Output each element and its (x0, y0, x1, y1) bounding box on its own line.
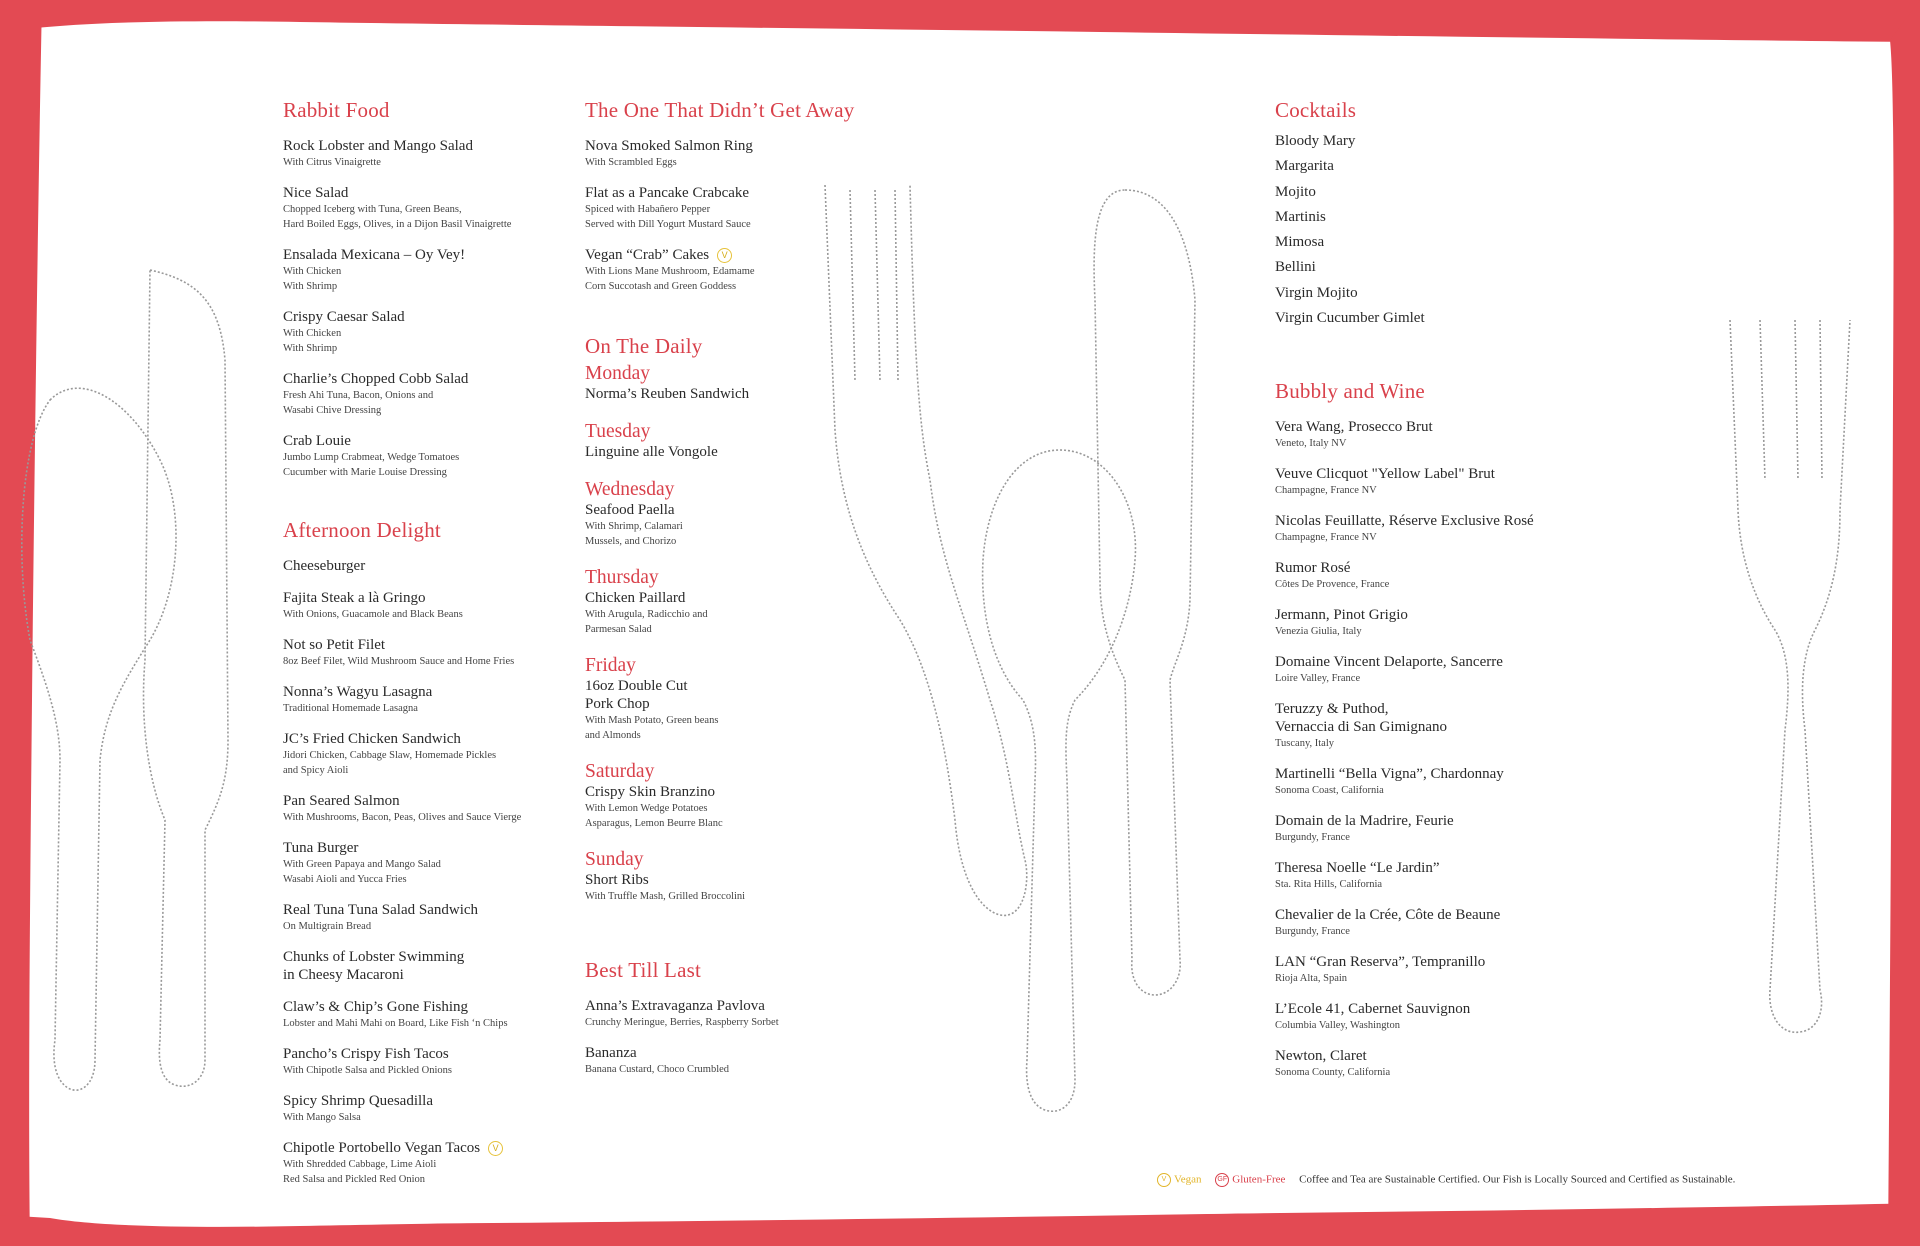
section-title: Best Till Last (585, 958, 702, 982)
section-title: Bubbly and Wine (1275, 379, 1425, 404)
item-name-line2: in Cheesy Macaroni (283, 967, 404, 983)
item-description: Jumbo Lump Crabmeat, Wedge Tomatoes (283, 452, 460, 463)
menu-item (283, 998, 583, 1031)
item-name: Flat as a Pancake Crabcake (585, 185, 750, 201)
menu-item (1275, 859, 1635, 892)
item-description: With Mash Potato, Green beans (585, 715, 719, 726)
cocktail-item: Mojito (1275, 183, 1316, 200)
menu-item (283, 246, 583, 294)
item-description: With Shrimp (283, 343, 338, 354)
section-afternoon-delight (283, 518, 583, 1187)
item-name: JC’s Fried Chicken Sandwich (283, 731, 461, 747)
item-description: With Scrambled Eggs (585, 157, 677, 168)
item-description: Red Salsa and Pickled Red Onion (283, 1174, 426, 1185)
item-description: Columbia Valley, Washington (1275, 1020, 1400, 1032)
day-name: Saturday (585, 761, 655, 782)
menu-item (283, 137, 583, 170)
menu-item (585, 184, 885, 232)
item-name: Nonna’s Wagyu Lasagna (283, 684, 433, 700)
item-name: Pancho’s Crispy Fish Tacos (283, 1046, 449, 1062)
cocktail-item: Mimosa (1275, 234, 1325, 251)
item-name: Seafood Paella (585, 502, 675, 518)
menu-item (283, 1139, 583, 1187)
knife-left-icon (20, 260, 240, 1100)
menu-item (1275, 653, 1635, 686)
item-name: Nova Smoked Salmon Ring (585, 138, 753, 154)
column-middle (585, 98, 885, 1091)
menu-item (283, 557, 583, 575)
item-name: Bananza (585, 1045, 637, 1061)
item-name-row (283, 1139, 583, 1157)
item-description: Veneto, Italy NV (1275, 438, 1347, 450)
item-name: Vera Wang, Prosecco Brut (1275, 419, 1433, 436)
day-name: Friday (585, 655, 636, 676)
section-title: Afternoon Delight (283, 518, 441, 542)
menu-item (283, 1045, 583, 1078)
menu-item (1275, 906, 1635, 939)
item-name: Newton, Claret (1275, 1048, 1367, 1065)
item-name: Chicken Paillard (585, 590, 686, 606)
item-name: Domain de la Madrire, Feurie (1275, 813, 1454, 830)
item-description: With Citrus Vinaigrette (283, 157, 381, 168)
cocktail-item: Virgin Mojito (1275, 284, 1358, 301)
item-description: Mussels, and Chorizo (585, 536, 677, 547)
item-name: Nice Salad (283, 185, 349, 201)
item-description: Loire Valley, France (1275, 673, 1361, 685)
knife-center-icon (1070, 180, 1210, 1000)
item-description: Hard Boiled Eggs, Olives, in a Dijon Basil Vinaigrette (283, 219, 512, 230)
menu-item (283, 948, 583, 984)
item-description: Corn Succotash and Green Goddess (585, 281, 737, 292)
item-description: With Mango Salsa (283, 1112, 361, 1123)
item-name: Veuve Clicquot "Yellow Label" Brut (1275, 466, 1495, 483)
vegan-icon: V (717, 248, 732, 263)
item-description: Burgundy, France (1275, 926, 1350, 938)
section-title: Rabbit Food (283, 98, 390, 122)
item-description: Champagne, France NV (1275, 485, 1377, 497)
item-name: Crab Louie (283, 433, 351, 449)
item-description: 8oz Beef Filet, Wild Mushroom Sauce and Home Fries (283, 656, 515, 667)
item-description: Sta. Rita Hills, California (1275, 879, 1383, 891)
cocktail-item: Margarita (1275, 158, 1334, 175)
item-description: With Green Papaya and Mango Salad (283, 859, 441, 870)
menu-item (283, 839, 583, 887)
menu-item (585, 1044, 885, 1077)
menu-item (283, 308, 583, 356)
section-cocktails (1275, 98, 1635, 331)
menu-item (1275, 606, 1635, 639)
day-name: Tuesday (585, 421, 651, 442)
menu-item (283, 432, 583, 480)
section-title: On The Daily (585, 334, 703, 358)
menu-item (1275, 1000, 1635, 1033)
item-description: With Chipotle Salsa and Pickled Onions (283, 1065, 453, 1076)
item-description: With Shrimp, Calamari (585, 521, 683, 532)
item-description: Asparagus, Lemon Beurre Blanc (585, 818, 723, 829)
section-bubbly (1275, 379, 1635, 1080)
menu-item (585, 137, 885, 170)
item-description: Fresh Ahi Tuna, Bacon, Onions and (283, 390, 434, 401)
item-name: Vegan “Crab” Cakes (585, 247, 710, 263)
item-name: Chevalier de la Crée, Côte de Beaune (1275, 907, 1501, 924)
item-description: Sonoma Coast, California (1275, 785, 1384, 797)
item-name: Spicy Shrimp Quesadilla (283, 1093, 433, 1109)
item-name: Chunks of Lobster Swimming (283, 949, 465, 965)
cocktail-item: Bloody Mary (1275, 133, 1356, 149)
item-description: Chopped Iceberg with Tuna, Green Beans, (283, 204, 462, 215)
day-name: Monday (585, 363, 650, 384)
menu-item (283, 184, 583, 232)
column-left (283, 98, 583, 1201)
legend-footer (1157, 1173, 1735, 1187)
item-description: Crunchy Meringue, Berries, Raspberry Sorbet (585, 1017, 779, 1028)
legend-gf-label: Gluten-Free (1232, 1173, 1286, 1186)
item-name: Pan Seared Salmon (283, 793, 400, 809)
legend-note: Coffee and Tea are Sustainable Certified. Our Fish is Locally Sourced and Certified as Sustainable. (1299, 1173, 1736, 1186)
item-description: Parmesan Salad (585, 624, 652, 635)
menu-item (1275, 812, 1635, 845)
item-name: Tuna Burger (283, 840, 359, 856)
menu-item (1275, 465, 1635, 498)
menu-item (1275, 953, 1635, 986)
item-description: Champagne, France NV (1275, 532, 1377, 544)
menu-item (283, 730, 583, 778)
item-name: Domaine Vincent Delaporte, Sancerre (1275, 654, 1503, 671)
item-name: Ensalada Mexicana – Oy Vey! (283, 247, 466, 263)
item-description: Traditional Homemade Lasagna (283, 703, 418, 714)
item-name: Crispy Caesar Salad (283, 309, 405, 325)
item-name: Teruzzy & Puthod, (1275, 701, 1389, 718)
daily-special (585, 363, 885, 403)
menu-item (283, 792, 583, 825)
menu-item (585, 997, 885, 1030)
item-name: Pork Chop (585, 696, 650, 712)
item-name: Anna’s Extravaganza Pavlova (585, 998, 765, 1014)
section-rabbit-food (283, 98, 583, 480)
item-description: Spiced with Habañero Pepper (585, 204, 711, 215)
legend-vegan-label: Vegan (1174, 1173, 1202, 1186)
column-right (1275, 98, 1635, 1094)
item-description: With Lemon Wedge Potatoes (585, 803, 708, 814)
item-description: On Multigrain Bread (283, 921, 372, 932)
gluten-free-icon: GF (1215, 1173, 1229, 1187)
menu-item (283, 636, 583, 669)
item-name: Rock Lobster and Mango Salad (283, 138, 473, 154)
item-description: Banana Custard, Choco Crumbled (585, 1064, 730, 1075)
item-name: Not so Petit Filet (283, 637, 386, 653)
item-description: Burgundy, France (1275, 832, 1350, 844)
item-description: Venezia Giulia, Italy (1275, 626, 1362, 638)
item-name: Short Ribs (585, 872, 649, 888)
item-name: Fajita Steak a là Gringo (283, 590, 426, 606)
menu-item (1275, 765, 1635, 798)
item-description: Wasabi Chive Dressing (283, 405, 382, 416)
item-description: Jidori Chicken, Cabbage Slaw, Homemade Pickles (283, 750, 497, 761)
item-name: Real Tuna Tuna Salad Sandwich (283, 902, 479, 918)
item-name-row (585, 246, 885, 264)
daily-special (585, 479, 885, 549)
item-name: Nicolas Feuillatte, Réserve Exclusive Rosé (1275, 513, 1534, 530)
daily-special (585, 849, 885, 904)
item-name-line2: Vernaccia di San Gimignano (1275, 719, 1448, 736)
fork-right-icon (1700, 310, 1860, 1050)
cocktail-item: Bellini (1275, 259, 1316, 276)
item-name: Norma’s Reuben Sandwich (585, 386, 750, 402)
item-name: Cheeseburger (283, 558, 366, 574)
day-name: Sunday (585, 849, 644, 870)
daily-special (585, 761, 885, 831)
item-description: Cucumber with Marie Louise Dressing (283, 467, 447, 478)
item-name: Linguine alle Vongole (585, 444, 718, 460)
item-description: Wasabi Aioli and Yucca Fries (283, 874, 407, 885)
section-title: The One That Didn’t Get Away (585, 98, 855, 122)
item-description: Tuscany, Italy (1275, 738, 1335, 750)
section-best-till-last (585, 958, 885, 1077)
cocktail-item: Martinis (1275, 208, 1326, 225)
menu-item (283, 370, 583, 418)
day-name: Wednesday (585, 479, 675, 500)
menu-item (1275, 559, 1635, 592)
daily-special (585, 655, 885, 743)
item-description: With Arugula, Radicchio and (585, 609, 708, 620)
item-description: With Truffle Mash, Grilled Broccolini (585, 891, 746, 902)
item-description: With Chicken (283, 266, 342, 277)
menu-item (283, 1092, 583, 1125)
item-name: Rumor Rosé (1275, 560, 1351, 577)
item-name: Jermann, Pinot Grigio (1275, 607, 1408, 624)
item-description: With Lions Mane Mushroom, Edamame (585, 266, 755, 277)
item-description: and Almonds (585, 730, 641, 741)
menu-item (585, 246, 885, 294)
item-description: Côtes De Provence, France (1275, 579, 1390, 591)
item-description: Served with Dill Yogurt Mustard Sauce (585, 219, 751, 230)
menu-item (1275, 1047, 1635, 1080)
menu-item (283, 589, 583, 622)
section-title: Cocktails (1275, 98, 1357, 122)
menu-item (1275, 700, 1635, 751)
item-name: Chipotle Portobello Vegan Tacos (283, 1140, 481, 1156)
item-description: With Onions, Guacamole and Black Beans (283, 609, 463, 620)
item-name: Claw’s & Chip’s Gone Fishing (283, 999, 469, 1015)
item-description: Lobster and Mahi Mahi on Board, Like Fish ‘n Chips (283, 1018, 508, 1029)
item-description: Sonoma County, California (1275, 1067, 1391, 1079)
item-name: L’Ecole 41, Cabernet Sauvignon (1275, 1001, 1471, 1018)
section-one-that-didnt (585, 98, 885, 294)
section-on-the-daily (585, 334, 885, 904)
cocktail-item: Virgin Cucumber Gimlet (1275, 310, 1425, 327)
item-name: Crispy Skin Branzino (585, 784, 715, 800)
item-description: With Shredded Cabbage, Lime Aioli (283, 1159, 437, 1170)
daily-special (585, 567, 885, 637)
item-name: Theresa Noelle “Le Jardin” (1275, 860, 1440, 877)
item-name: Martinelli “Bella Vigna”, Chardonnay (1275, 766, 1504, 783)
item-description: With Mushrooms, Bacon, Peas, Olives and Sauce Vierge (283, 812, 522, 823)
menu-item (283, 683, 583, 716)
item-description: and Spicy Aioli (283, 765, 349, 776)
daily-special (585, 421, 885, 461)
item-description: With Chicken (283, 328, 342, 339)
menu-item (283, 901, 583, 934)
item-description: Rioja Alta, Spain (1275, 973, 1348, 985)
item-description: With Shrimp (283, 281, 338, 292)
menu-item (1275, 512, 1635, 545)
item-name: LAN “Gran Reserva”, Tempranillo (1275, 954, 1486, 971)
day-name: Thursday (585, 567, 659, 588)
vegan-icon: V (488, 1141, 503, 1156)
vegan-icon: V (1157, 1173, 1171, 1187)
menu-item (1275, 418, 1635, 451)
item-name: 16oz Double Cut (585, 678, 688, 694)
item-name: Charlie’s Chopped Cobb Salad (283, 371, 469, 387)
